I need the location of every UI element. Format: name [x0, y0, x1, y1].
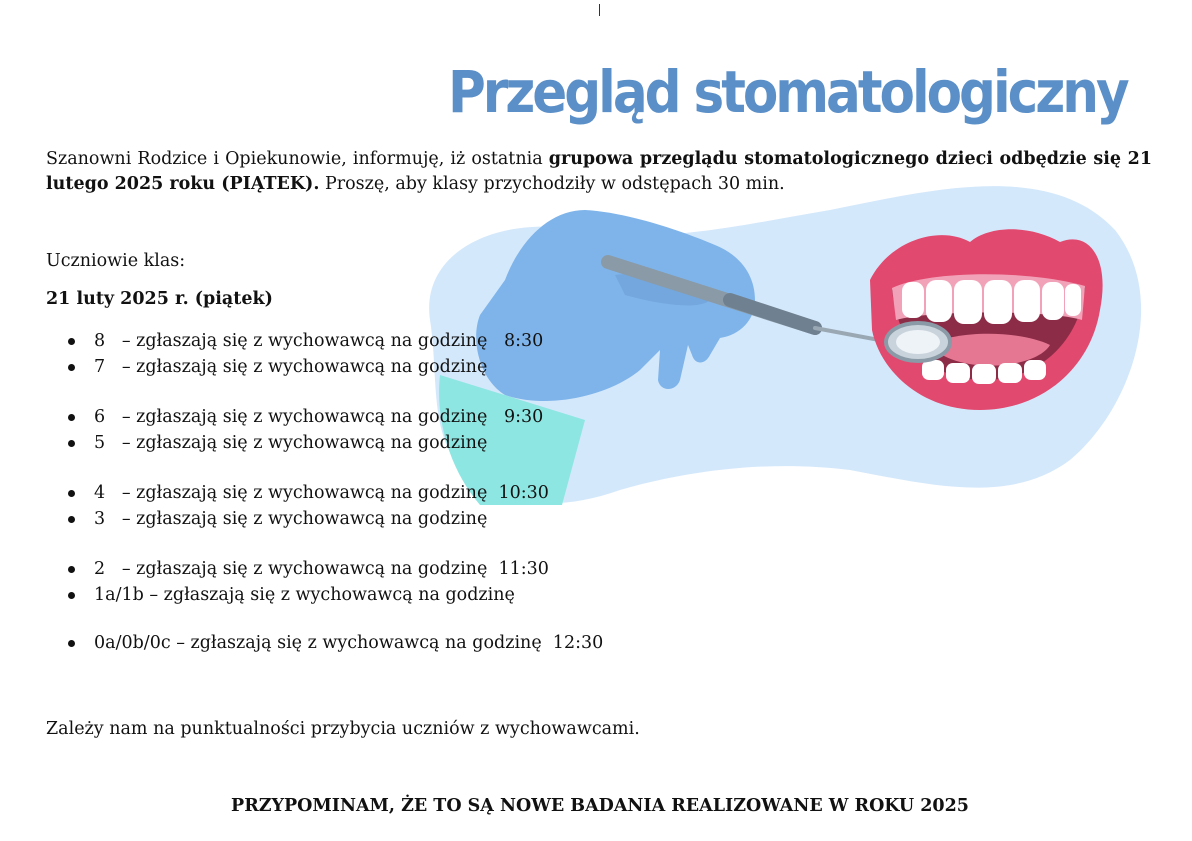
page-title: Przegląd stomatologiczny: [448, 58, 1127, 126]
reminder-note: PRZYPOMINAM, ŻE TO SĄ NOWE BADANIA REALIZOWANE W ROKU 2025: [231, 796, 969, 816]
intro-paragraph: [46, 147, 1152, 197]
upper-teeth: [902, 280, 1081, 324]
bullet-icon: [68, 516, 75, 523]
bullet-icon: [68, 640, 75, 647]
bullet-icon: [68, 566, 75, 573]
schedule-item-text: 4 – zgłaszają się z wychowawcą na godzinę 10:30: [94, 483, 549, 503]
schedule-item-text: 0a/0b/0c – zgłaszają się z wychowawcą na godzinę 12:30: [94, 633, 604, 653]
schedule-item-text: 5 – zgłaszają się z wychowawcą na godzinę: [94, 433, 488, 453]
text-cursor-mark: [599, 4, 600, 16]
bullet-icon: [68, 440, 75, 447]
bullet-icon: [68, 338, 75, 345]
schedule-item-text: 7 – zgłaszają się z wychowawcą na godzinę: [94, 357, 488, 377]
classes-label: Uczniowie klas:: [46, 251, 186, 271]
bullet-icon: [68, 592, 75, 599]
intro-text-bold: grupowa przeglądu stomatologicznego dzieci odbędzie się 21 lutego 2025 roku (PIĄTEK).: [46, 149, 1152, 194]
schedule-item-text: 6 – zgłaszają się z wychowawcą na godzinę 9:30: [94, 407, 544, 427]
bullet-icon: [68, 364, 75, 371]
bullet-icon: [68, 414, 75, 421]
intro-text-1: Szanowni Rodzice i Opiekunowie, informuję, iż ostatnia: [46, 149, 549, 169]
closing-note: Zależy nam na punktualności przybycia uczniów z wychowawcami.: [46, 719, 640, 739]
schedule-item-text: 3 – zgłaszają się z wychowawcą na godzinę: [94, 509, 488, 529]
intro-text-2: Proszę, aby klasy przychodziły w odstępach 30 min.: [319, 174, 785, 194]
schedule-item-text: 1a/1b – zgłaszają się z wychowawcą na godzinę: [94, 585, 515, 605]
schedule-item-text: 8 – zgłaszają się z wychowawcą na godzinę 8:30: [94, 331, 544, 351]
bullet-icon: [68, 490, 75, 497]
schedule-item-text: 2 – zgłaszają się z wychowawcą na godzinę 11:30: [94, 559, 549, 579]
date-heading: 21 luty 2025 r. (piątek): [46, 289, 273, 309]
